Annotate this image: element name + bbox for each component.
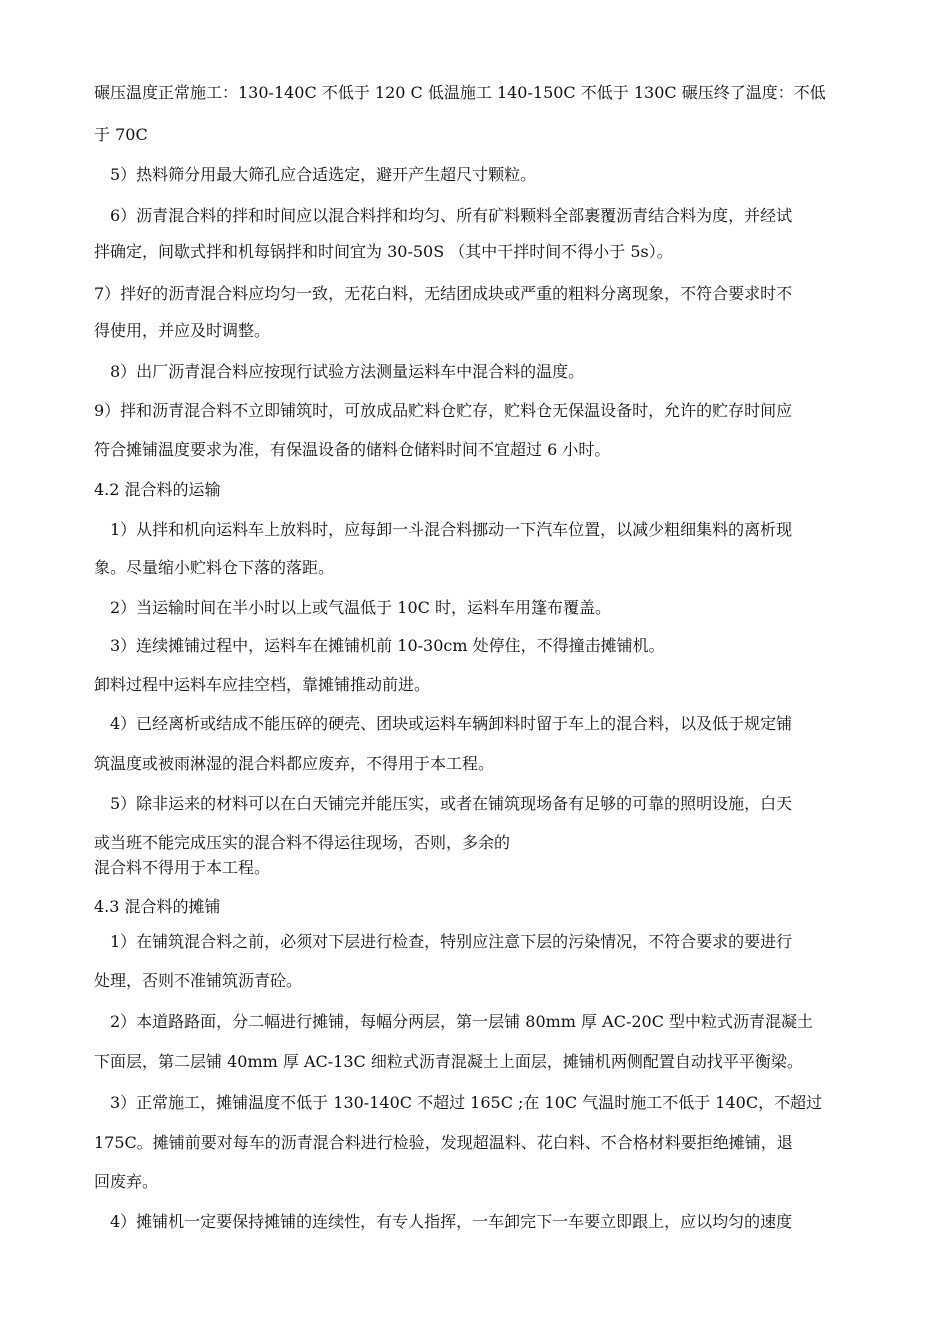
list-item-7: 7）拌好的沥青混合料应均匀一致，无花白料，无结团成块或严重的粗料分离现象，不符合要求时不 — [94, 284, 793, 303]
text-line: 卸料过程中运料车应挂空档，靠摊铺推动前进。 — [94, 675, 431, 694]
text-line: 回废弃。 — [94, 1172, 159, 1191]
text-line: 175C。摊铺前要对每车的沥青混合料进行检验，发现超温料、花白料、不合格材料要拒绝摊铺，退 — [94, 1133, 793, 1152]
list-item-1: 1）从拌和机向运料车上放料时，应每卸一斗混合料挪动一下汽车位置，以减少粗细集料的离析现 — [110, 520, 793, 539]
list-item-3b: 3）正常施工，摊铺温度不低于 130-140C 不超过 165C ;在 10C 气温时施工不低于 140C，不超过 — [110, 1093, 823, 1112]
text-line: 于 70C — [94, 125, 148, 144]
list-item-9: 9）拌和沥青混合料不立即铺筑时，可放成品贮料仓贮存，贮料仓无保温设备时，允许的贮存时间应 — [94, 401, 793, 420]
text-line: 碾压温度正常施工：130-140C 不低于 120 C 低温施工 140-150C 不低于 130C 碾压终了温度：不低 — [94, 83, 826, 102]
list-item-4: 4）已经离析或结成不能压碎的硬壳、团块或运料车辆卸料时留于车上的混合料，以及低于规定铺 — [110, 714, 793, 733]
list-item-5b: 5）除非运来的材料可以在白天铺完并能压实，或者在铺筑现场备有足够的可靠的照明设施，白天 — [110, 794, 793, 813]
section-heading-4-3: 4.3 混合料的摊铺 — [94, 897, 221, 916]
text-line: 符合摊铺温度要求为准，有保温设备的储料仓储料时间不宜超过 6 小时。 — [94, 440, 611, 459]
text-line: 或当班不能完成压实的混合料不得运往现场，否则，多余的 — [94, 833, 511, 852]
list-item-2: 2）当运输时间在半小时以上或气温低于 10C 时，运料车用篷布覆盖。 — [110, 598, 611, 617]
list-item-5: 5）热料筛分用最大筛孔应合适选定，避开产生超尺寸颗粒。 — [110, 165, 537, 184]
text-line: 下面层，第二层铺 40mm 厚 AC-13C 细粒式沥青混凝土上面层，摊铺机两侧配置自动找平平衡梁。 — [94, 1052, 803, 1071]
text-line: 象。尽量缩小贮料仓下落的落距。 — [94, 558, 335, 577]
section-heading-4-2: 4.2 混合料的运输 — [94, 480, 221, 499]
text-line: 拌确定，间歇式拌和机每锅拌和时间宜为 30-50S （其中干拌时间不得小于 5s）。 — [94, 242, 673, 261]
list-item-4b: 4）摊铺机一定要保持摊铺的连续性，有专人指挥，一车卸完下一车要立即跟上，应以均匀的速度 — [110, 1212, 793, 1231]
list-item-6: 6）沥青混合料的拌和时间应以混合料拌和均匀、所有矿料颗料全部裹覆沥青结合料为度，并经试 — [110, 206, 793, 225]
text-line: 得使用，并应及时调整。 — [94, 321, 271, 340]
list-item-2b: 2）本道路路面，分二幅进行摊铺，每幅分两层，第一层铺 80mm 厚 AC-20C 型中粒式沥青混凝土 — [110, 1012, 814, 1031]
list-item-1b: 1）在铺筑混合料之前，必须对下层进行检查，特别应注意下层的污染情况，不符合要求的要进行 — [110, 932, 793, 951]
text-line: 混合料不得用于本工程。 — [94, 858, 271, 877]
list-item-3: 3）连续摊铺过程中，运料车在摊铺机前 10-30cm 处停住，不得撞击摊铺机。 — [110, 636, 665, 655]
list-item-8: 8）出厂沥青混合料应按现行试验方法测量运料车中混合料的温度。 — [110, 362, 585, 381]
text-line: 处理，否则不准铺筑沥青砼。 — [94, 971, 303, 990]
text-line: 筑温度或被雨淋湿的混合料都应废弃，不得用于本工程。 — [94, 754, 495, 773]
